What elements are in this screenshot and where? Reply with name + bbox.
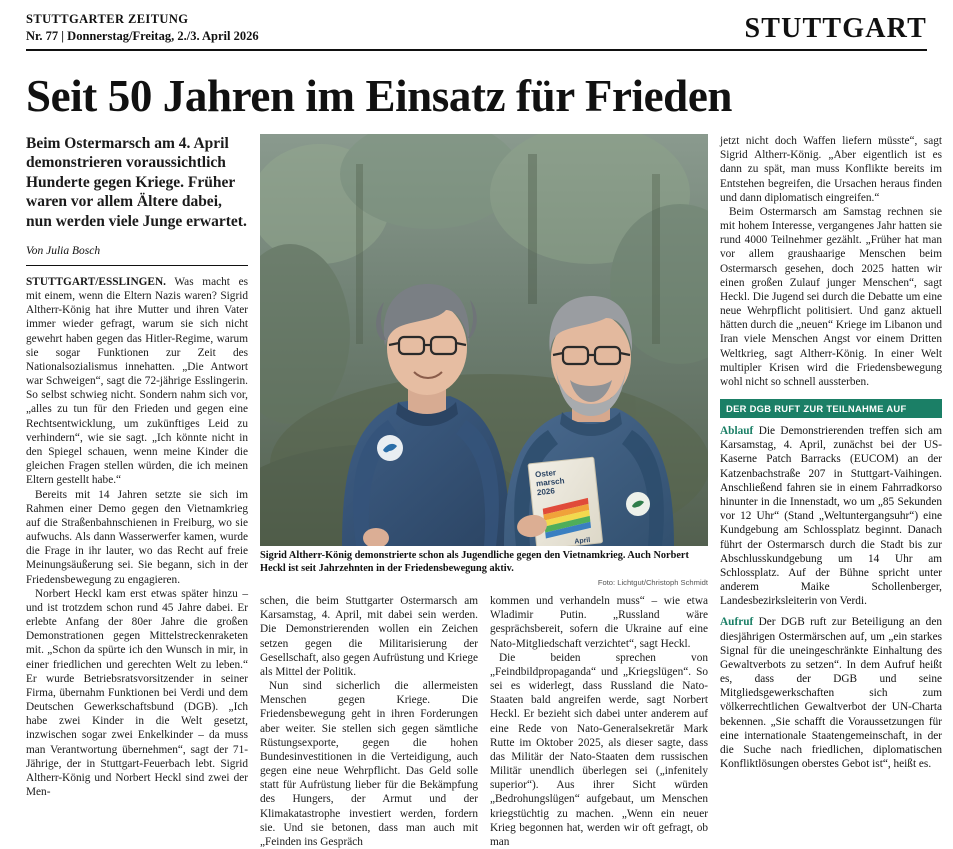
spacer (720, 608, 942, 615)
masthead-left (26, 12, 259, 44)
info-box-entry-lead: Aufruf (720, 616, 754, 629)
column-2 (260, 594, 478, 849)
info-box-entry-text: Der DGB ruft zur Beteiligung an den diesjährigen Ostermärschen auf, um „ein starkes Signal für die uneingeschränkte Einhaltung des Gewaltverbots zu setzen“. In dem Aufruf heißt es, dass der DGB und seine Mitgliedsgewerkschaften sich zum völkerrechtlichen Gewaltverbot der UN-Charta bekennen. „Sie schafft die Voraussetzungen für eine internationale Staatengemeinschaft, in der die Suche nach friedlichen, diplomatischen Konfliktlösungen oberstes Gebot ist“, heißt es. (720, 616, 942, 771)
svg-text:April: April (574, 536, 591, 546)
info-box-title: DER DGB RUFT ZUR TEILNAHME AUF (720, 399, 942, 418)
paper-name: STUTTGARTER ZEITUNG (26, 12, 189, 26)
article-teaser: Beim Ostermarsch am 4. April demonstrieren voraussichtlich Hunderte gegen Kriege. Früher waren vor allem Ältere dabei, nun werden viele Junge erwartet. (26, 135, 247, 230)
info-box-entry (720, 424, 942, 608)
paragraph: schen, die beim Stuttgarter Ostermarsch am Karsamstag, 4. April, mit dabei sein werden. Die Demonstrierenden wollen ein Zeichen setzen gegen die Militarisierung der Gesellschaft, also gegen Aufrüstung und Kriege als Mittel der Politik. (260, 594, 478, 678)
svg-text:Oster: Oster (534, 468, 557, 480)
dateline: STUTTGART/ESSLINGEN. (26, 275, 166, 288)
photo-illustration (260, 134, 708, 546)
column-3-text (490, 594, 708, 849)
svg-text:2026: 2026 (536, 486, 556, 498)
page-title: Seit 50 Jahren im Einsatz für Frieden (26, 71, 733, 122)
paragraph: Die beiden sprechen von „Feindbildpropaganda“ und „Kriegslügen“. So sei es widerlegt, dass Russland die Nato-Staaten bald angreifen werde, sagt Norbert Heckl. Er bezieht sich dabei unter anderem auf eine Rede von Nato-Generalsekretär Mark Rutte im Oktober 2025, als dieser sagte, dass das Militär der Nato-Staaten dem russischen Militär unendlich überlegen sei („infenitely superior“). Aus ihrer Sicht würden „Bedrohungslügen“ aufgebaut, um Menschen kriegstüchtig zu machen. „Wenn ein neuer Krieg begonnen hat, werden wir oft gefragt, ob man (490, 651, 708, 848)
column-4-text (720, 134, 942, 389)
photo-column (260, 134, 708, 849)
paragraph: Bereits mit 14 Jahren setzte sie sich im Rahmen einer Demo gegen den Vietnamkrieg auf die Straßenbahnschienen in Freiburg, wo sie aufwuchs. Als dann Wasserwerfer kamen, wurde die Frage in ihr lauter, wo das Recht auf freie Meinungsäußerung sei. Sie begann, sich in der Friedensbewegung zu engagieren. (26, 488, 248, 586)
info-box-entry-lead: Ablauf (720, 425, 754, 438)
masthead (26, 0, 927, 44)
info-box (720, 399, 942, 771)
section-name: STUTTGART (744, 13, 927, 45)
info-box-entry (720, 615, 942, 771)
article-photo (260, 134, 708, 546)
under-photo-columns (260, 594, 708, 849)
paragraph-text: Was macht es mit einem, wenn die Eltern Nazis waren? Sigrid Altherr-König hat ihre Mutter und ihren Vater immer wieder gefragt, warum sie sich nicht gewehrt haben gegen das Hitler-Regime, warum sie sogar Funktionen zur Zeit des Nationalsozialismus innehatten. „Die Antwort war Schweigen“, sagt die 72-jährige Esslingerin. So selbst schwieg nicht. Sondern nahm sich vor, „alles zu tun für den Frieden und gegen eine Rechtsentwicklung, um zukünftiges Leid zu verhindern“, wie sie sagt. „Ich könnte nicht in den Spiegel schauen, wenn meine Kinder die gleichen Fragen stellen würden, die ich meinen Eltern gestellt habe.“ (26, 275, 248, 487)
byline: Von Julia Bosch (26, 244, 101, 257)
column-1-text (26, 275, 248, 799)
photo-credit: Foto: Lichtgut/Christoph Schmidt (597, 577, 708, 587)
masthead-rule (26, 49, 927, 51)
photo-caption: Sigrid Altherr-König demonstrierte schon als Jugendliche gegen den Vietnamkrieg. Auch Norbert Heckl ist seit Jahrzehnten in der Friedensbewegung aktiv. (260, 550, 689, 575)
column-1 (26, 134, 248, 799)
paragraph: jetzt nicht doch Waffen liefern müsste“, sagt Sigrid Altherr-König. „Aber eigentlich ist es dann zu spät, man muss Konflikte bereits im Entstehen begreifen, die Ursachen heraus finden und dann diplomatisch eingreifen.“ (720, 135, 942, 204)
column-2-text (260, 594, 478, 849)
svg-text:marsch: marsch (535, 476, 565, 489)
article-body (26, 134, 942, 849)
byline-rule (26, 265, 248, 266)
paragraph: kommen und verhandeln muss“ – wie etwa Wladimir Putin. „Russland wäre gesprächsbereit, sofern die Ukraine auf eine Nato-Mitgliedschaft verzichtet“, sagt Heckl. (490, 594, 708, 650)
info-box-body (720, 424, 942, 771)
photo-wrap (260, 134, 708, 587)
paragraph (26, 275, 248, 488)
info-box-entry-text: Die Demonstrierenden treffen sich am Karsamstag, 4. April, zunächst bei der US-Kaserne Patch Barracks (EUCOM) an der Katzenbachstraße 207 in Stuttgart-Vaihingen. Anschließend fahren sie in einem Fahrradkorso hinunter in die Innenstadt, wo um „85 Sekunden vor 12 Uhr“ (Stand „Weltuntergangsuhr“) eine Kundgebung am Schlossplatz beginnt. Danach führt der Ostermarsch durch die Stadt bis zur Abschlusskundgebung um 14 Uhr am Schlossplatz. Auf der Bühne spricht unter anderem Maike Schollenberger, Landesbezirksleiterin von Verdi. (720, 425, 942, 608)
paragraph: Norbert Heckl kam erst etwas später hinzu – und ist trotzdem schon rund 45 Jahre dabei. Er erlebte Anfang der 80er Jahre die großen Demonstrationen gegen Mittelstreckenraketen mit. „Schon da spürte ich den Wunsch in mir, in einer friedlichen und gerechten Welt zu leben.“ Er wurde Betriebsratsvorsitzender in seiner Firma, übernahm Funktionen bei Verdi und dem Deutschen Gewerkschaftsbund (DGB). „Ich habe zwei Kinder in die Welt gesetzt, inzwischen sogar zwei Enkelkinder – da muss man Verantwortung übernehmen“, sagt der 71-Jährige, der in Stuttgart-Feuerbach lebt. Sigrid Altherr-König und Norbert Heckl sind zwei der Men- (26, 587, 248, 799)
column-3 (490, 594, 708, 849)
paragraph: Beim Ostermarsch am Samstag rechnen sie mit hohem Interesse, vergangenes Jahr hatten sie rund 4000 Teilnehmer gezählt. „Früher hat man vor allem graushaarige Menschen beim Ostermarsch gesehen, doch 2025 hatten wir einen großen Zulauf junger Menschen“, sagt Heckl. Die Jugend sei durch die Debatte um eine neue Wehrpflicht politisiert. Und ganz aktuell hätten durch die „neuen“ Kriege im Libanon und Iran viele Menschen Angst vor einem Dritten Weltkrieg, sagt Altherr-König. In einer Welt multipler Krisen wird die Friedensbewegung wohl nicht so schnell aussterben. (720, 205, 942, 388)
column-4 (720, 134, 942, 771)
issue-line: Nr. 77 | Donnerstag/Freitag, 2./3. April 2026 (26, 28, 259, 43)
paragraph: Nun sind sicherlich die allermeisten Menschen gegen Kriege. Die Friedensbewegung geht in ihren Forderungen aber weiter. Sie stellen sich gegen sämtliche Rüstungsexporte, gegen die hohen Bundesinvestitionen in die Verteidigung, auch gegen eine neue Wehrpflicht. Das Geld solle statt für Aufrüstung lieber für die Bekämpfung des Hungers, der Armut und der Klimakatastrophe investiert werden, fordern sie. Und sie betonen, dass man auch mit „Feinden ins Gespräch (260, 680, 478, 848)
